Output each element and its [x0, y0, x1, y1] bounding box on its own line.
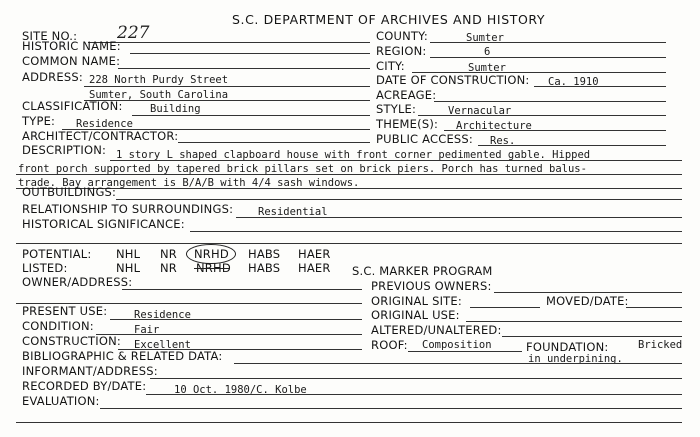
original-use-label: ORIGINAL USE:: [371, 308, 460, 322]
roof-value: Composition: [422, 339, 492, 351]
relationship-value: Residential: [258, 206, 328, 218]
historic-name-line: [130, 53, 370, 54]
style-value: Vernacular: [448, 105, 512, 117]
city-value: Sumter: [468, 62, 506, 74]
significance-line: [190, 231, 682, 232]
relationship-label: RELATIONSHIP TO SURROUNDINGS:: [22, 202, 234, 216]
region-value: 6: [484, 46, 491, 58]
themes-line: [444, 130, 666, 131]
evaluation-line: [100, 408, 682, 409]
listed-nrhd: NRHD: [196, 261, 231, 275]
altered-line: [502, 336, 682, 337]
date-of-construction-label: DATE OF CONSTRUCTION:: [376, 73, 530, 87]
common-name-label: COMMON NAME:: [22, 54, 121, 68]
type-label: TYPE:: [22, 114, 56, 128]
classification-value: Building: [150, 103, 201, 115]
county-label: COUNTY:: [376, 29, 428, 43]
significance-line-2: [16, 243, 682, 244]
date-of-construction-line: [534, 86, 666, 87]
classification-line: [132, 115, 370, 116]
potential-haer: HAER: [298, 247, 331, 261]
description-label: DESCRIPTION:: [22, 143, 107, 157]
original-site-label: ORIGINAL SITE:: [371, 294, 462, 308]
construction-label: CONSTRUCTION:: [22, 334, 121, 348]
present-use-value: Residence: [134, 309, 191, 321]
foundation-value-1: Bricked: [638, 339, 683, 351]
address-line-rule-2: [84, 100, 370, 101]
potential-nhl: NHL: [116, 247, 141, 261]
address-line-rule-1: [84, 86, 370, 87]
listed-label: LISTED:: [22, 261, 68, 275]
style-line: [418, 115, 666, 116]
moved-date-label: MOVED/DATE:: [546, 294, 629, 308]
date-of-construction-value: Ca. 1910: [548, 76, 599, 88]
condition-label: CONDITION:: [22, 319, 94, 333]
description-rule-1: [110, 160, 682, 161]
address-line-2: Sumter, South Carolina: [89, 89, 229, 101]
recorded-line: [146, 394, 682, 395]
common-name-line: [118, 68, 370, 69]
listed-habs: HABS: [248, 261, 281, 275]
address-label: ADDRESS:: [22, 70, 83, 84]
marker-program: S.C. MARKER PROGRAM: [352, 264, 493, 278]
owner-address-line: [122, 289, 362, 290]
site-no-value: 227: [117, 23, 150, 43]
altered-label: ALTERED/UNALTERED:: [371, 323, 502, 337]
site-no-line: [88, 42, 370, 43]
previous-owners-label: PREVIOUS OWNERS:: [371, 279, 492, 293]
architect-label: ARCHITECT/CONTRACTOR:: [22, 129, 179, 143]
description-line-3: trade. Bay arrangement is B/A/B with 4/4 sash windows.: [18, 177, 360, 189]
owner-address-label: OWNER/ADDRESS:: [22, 275, 133, 289]
description-line-2: front porch supported by tapered brick pillars set on brick piers. Porch has turned balus-: [18, 163, 587, 175]
informant-label: INFORMANT/ADDRESS:: [22, 364, 158, 378]
region-label: REGION:: [376, 44, 427, 58]
relationship-line: [236, 217, 682, 218]
roof-line: [408, 351, 522, 352]
public-access-label: PUBLIC ACCESS:: [376, 132, 473, 146]
moved-date-line: [626, 307, 682, 308]
themes-label: THEME(S):: [376, 117, 439, 131]
listed-nr: NR: [160, 261, 177, 275]
listed-nhl: NHL: [116, 261, 141, 275]
potential-nr: NR: [160, 247, 177, 261]
site-no-label: SITE NO.:: [22, 29, 78, 43]
address-line-1: 228 North Purdy Street: [89, 74, 229, 86]
potential-label: POTENTIAL:: [22, 247, 92, 261]
acreage-label: ACREAGE:: [376, 88, 437, 102]
present-use-label: PRESENT USE:: [22, 304, 108, 318]
public-access-line: [478, 145, 666, 146]
outbuildings-line: [116, 199, 682, 200]
evaluation-label: EVALUATION:: [22, 394, 100, 408]
type-value: Residence: [76, 118, 133, 130]
acreage-line: [434, 101, 666, 102]
foundation-value-2: in underpining.: [528, 353, 623, 365]
style-label: STYLE:: [376, 102, 417, 116]
recorded-label: RECORDED BY/DATE:: [22, 379, 147, 393]
recorded-value: 10 Oct. 1980/C. Kolbe: [174, 384, 307, 396]
construction-value: Excellent: [134, 339, 191, 351]
original-use-line: [466, 321, 682, 322]
county-line: [430, 42, 666, 43]
county-value: Sumter: [466, 32, 504, 44]
description-rule-2: [16, 174, 682, 175]
listed-haer: HAER: [298, 261, 331, 275]
evaluation-line-2: [16, 422, 682, 423]
foundation-label: FOUNDATION:: [526, 340, 609, 354]
roof-label: ROOF:: [371, 338, 408, 352]
public-access-value: Res.: [490, 135, 516, 147]
present-use-line: [110, 319, 362, 320]
themes-value: Architecture: [456, 120, 532, 132]
classification-label: CLASSIFICATION:: [22, 99, 123, 113]
condition-value: Fair: [134, 324, 160, 336]
informant-line: [150, 378, 682, 379]
significance-label: HISTORICAL SIGNIFICANCE:: [22, 217, 185, 231]
region-line: [430, 57, 666, 58]
description-line-1: 1 story L shaped clapboard house with front corner pedimented gable. Hipped: [116, 149, 591, 161]
nrhd-strike-mark: [194, 268, 230, 269]
city-label: CITY:: [376, 59, 405, 73]
outbuildings-label: OUTBUILDINGS:: [22, 185, 117, 199]
bibliographic-line: [234, 363, 682, 364]
agency-title: S.C. DEPARTMENT OF ARCHIVES AND HISTORY: [232, 12, 546, 27]
historic-name-label: HISTORIC NAME:: [22, 39, 121, 53]
previous-owners-line: [494, 292, 682, 293]
bibliographic-label: BIBLIOGRAPHIC & RELATED DATA:: [22, 349, 223, 363]
potential-habs: HABS: [248, 247, 281, 261]
original-site-line: [470, 307, 540, 308]
condition-line: [96, 334, 362, 335]
potential-nrhd: NRHD: [194, 247, 229, 261]
architect-line: [178, 142, 370, 143]
